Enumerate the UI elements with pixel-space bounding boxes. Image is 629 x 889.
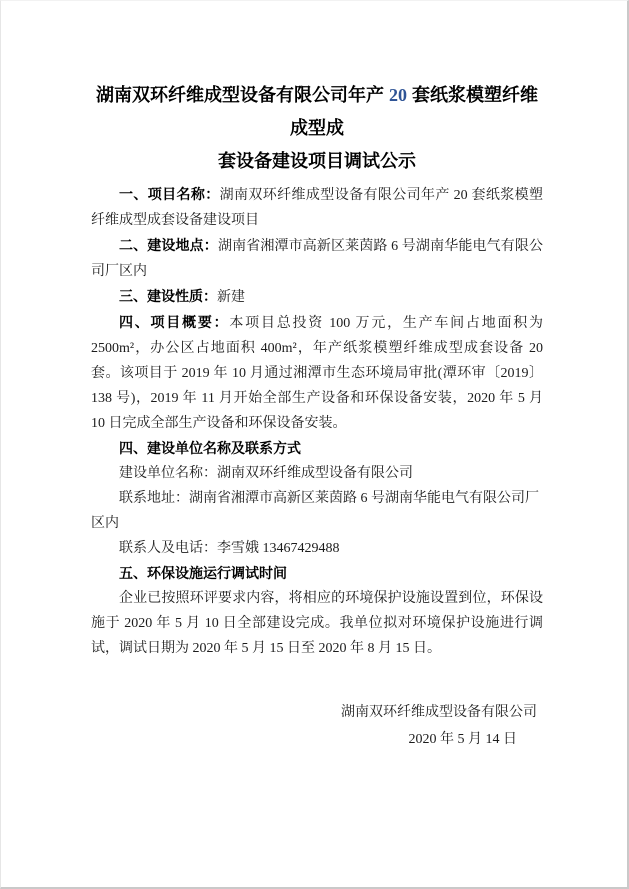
contact-line-phone: 联系人及电话：李雪娥 13467429488 <box>119 541 340 556</box>
section-summary-text: 本项目总投资 100 万元，生产车间占地面积为 2500m²，办公区占地面积 400m²，年产纸浆模塑纤维成型成套设备 20 套。该项目于 2019 年 10 月通过湘潭市生态环境局审批(潭环审〔2019〕138 号)，2019 年 11 月开始全部生产设备和环保设备安装，2020 年 5 月 10 日完成全部生产设备和环保设备安装。 <box>91 316 544 431</box>
contact-line-company: 建设单位名称：湖南双环纤维成型设备有限公司 <box>119 466 413 481</box>
section-project-name-label: 一、项目名称： <box>119 186 220 202</box>
signature-block <box>91 699 543 753</box>
section-project-name <box>91 182 543 233</box>
signature-company: 湖南双环纤维成型设备有限公司 <box>341 705 537 720</box>
section-commissioning-heading: 五、环保设施运行调试时间 <box>119 565 287 581</box>
section-location <box>91 233 543 284</box>
document-title-line1-post: 套纸浆模塑纤维成型成 <box>290 85 538 138</box>
section-location-label: 二、建设地点： <box>119 237 218 253</box>
section-summary-label: 四、项目概要： <box>119 314 230 330</box>
document-title-quantity: 20 <box>388 85 407 105</box>
contact-block <box>91 461 543 561</box>
signature-date: 2020 年 5 月 14 日 <box>408 732 517 747</box>
section-commissioning-text: 企业已按照环评要求内容，将相应的环境保护设施设置到位，环保设施于 2020 年 5 月 10 日全部建设完成。我单位拟对环境保护设施进行调试，调试日期为 2020 年 5 月 15 日至 2020 年 8 月 15 日。 <box>91 591 543 656</box>
contact-line-address: 联系地址：湖南省湘潭市高新区莱茵路 6 号湖南华能电气有限公司厂区内 <box>91 491 539 531</box>
section-nature-label: 三、建设性质： <box>119 288 217 304</box>
section-contact-heading: 四、建设单位名称及联系方式 <box>119 440 301 456</box>
document-title <box>91 79 543 178</box>
section-summary <box>91 310 543 436</box>
document-title-line1-pre: 湖南双环纤维成型设备有限公司年产 <box>95 85 389 105</box>
section-nature-text: 新建 <box>217 290 245 305</box>
document-title-line2: 套设备建设项目调试公示 <box>218 151 416 171</box>
section-nature <box>91 284 543 310</box>
section-location-text: 湖南省湘潭市高新区莱茵路 6 号湖南华能电气有限公司厂区内 <box>91 239 544 279</box>
section-project-name-text: 湖南双环纤维成型设备有限公司年产 20 套纸浆模塑纤维成型成套设备建设项目 <box>91 188 543 228</box>
